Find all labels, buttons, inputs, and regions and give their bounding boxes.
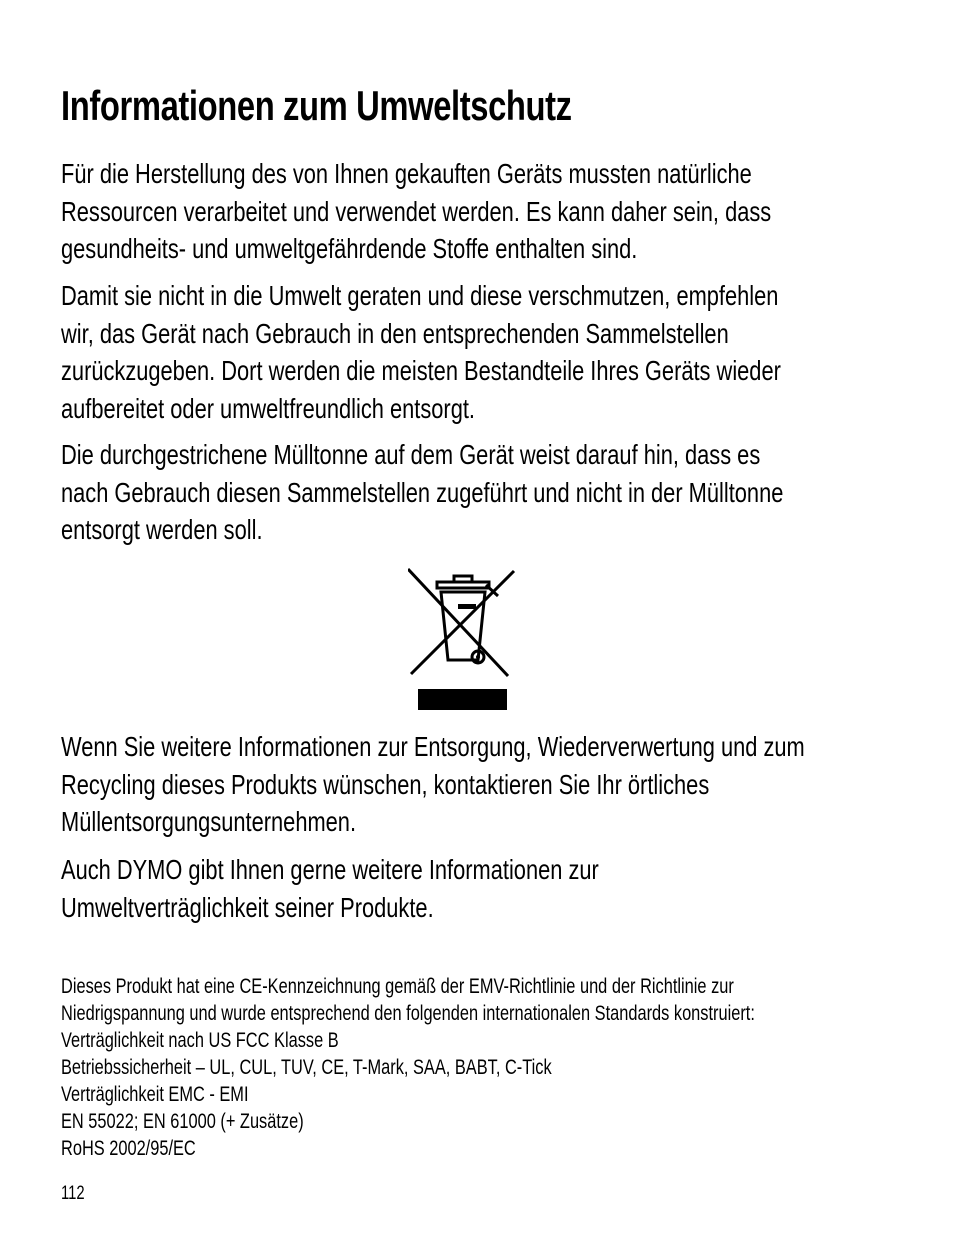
text-line: gesundheits- und umweltgefährdende Stoffe enthalten sind. xyxy=(61,233,638,264)
text-line: zurückzugeben. Dort werden die meisten Bestandteile Ihres Geräts wieder xyxy=(61,355,781,386)
paragraph-resources xyxy=(61,155,881,268)
compliance-line: Dieses Produkt hat eine CE-Kennzeichnung gemäß der EMV-Richtlinie und der Richtlinie zur xyxy=(61,975,734,998)
text-line: Für die Herstellung des von Ihnen gekauften Geräts mussten natürliche xyxy=(61,158,752,189)
document-page xyxy=(61,0,881,1246)
page-title: Informationen zum Umweltschutz xyxy=(61,82,572,129)
paragraph-more-information xyxy=(61,728,881,841)
text-line: Damit sie nicht in die Umwelt geraten und diese verschmutzen, empfehlen xyxy=(61,280,779,311)
compliance-line: Verträglichkeit EMC - EMI xyxy=(61,1083,249,1106)
text-line: wir, das Gerät nach Gebrauch in den entsprechenden Sammelstellen xyxy=(61,317,729,349)
page-number: 112 xyxy=(61,1183,85,1204)
compliance-line: Verträglichkeit nach US FCC Klasse B xyxy=(61,1029,339,1052)
text-line: aufbereitet oder umweltfreundlich entsorgt. xyxy=(61,392,475,424)
crossed-out-wheelie-bin-icon xyxy=(408,566,518,714)
text-line: nach Gebrauch diesen Sammelstellen zugeführt und nicht in der Mülltonne xyxy=(61,476,784,508)
text-line: Wenn Sie weitere Informationen zur Entsorgung, Wiederverwertung und zum xyxy=(61,731,805,762)
paragraph-dymo xyxy=(61,851,881,926)
text-line: Auch DYMO gibt Ihnen gerne weitere Informationen zur xyxy=(61,854,599,885)
compliance-line: Betriebssicherheit – UL, CUL, TUV, CE, T-Mark, SAA, BABT, C-Tick xyxy=(61,1056,552,1079)
paragraph-bin-symbol xyxy=(61,436,881,549)
text-line: Die durchgestrichene Mülltonne auf dem Gerät weist darauf hin, dass es xyxy=(61,439,761,470)
compliance-line: RoHS 2002/95/EC xyxy=(61,1137,196,1160)
text-line: entsorgt werden soll. xyxy=(61,514,263,545)
text-line: Recycling dieses Produkts wünschen, kontaktieren Sie Ihr örtliches xyxy=(61,768,710,800)
text-line: Umweltverträglichkeit seiner Produkte. xyxy=(61,891,434,923)
compliance-line: Niedrigspannung und wurde entsprechend den folgenden internationalen Standards konstruiert: xyxy=(61,1002,755,1025)
text-line: Müllentsorgungsunternehmen. xyxy=(61,806,357,837)
paragraph-collection-points xyxy=(61,277,881,427)
compliance-statement xyxy=(61,973,881,1162)
text-line: Ressourcen verarbeitet und verwendet werden. Es kann daher sein, dass xyxy=(61,195,772,227)
compliance-line: EN 55022; EN 61000 (+ Zusätze) xyxy=(61,1110,304,1133)
